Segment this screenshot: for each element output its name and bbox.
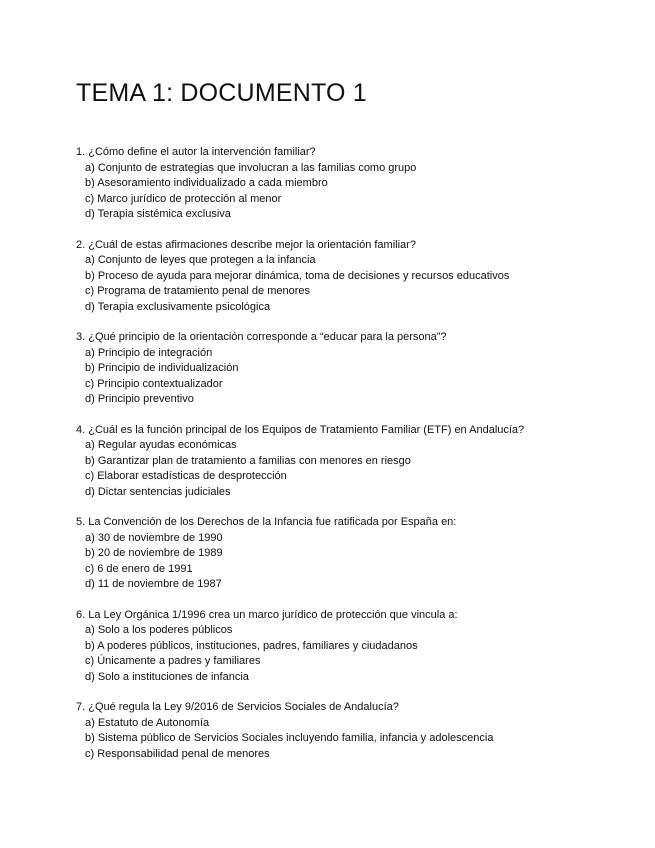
option-a: a) Conjunto de estrategias que involucran a las familias como grupo: [85, 161, 417, 174]
option-c: c) Responsabilidad penal de menores: [85, 747, 270, 760]
option-list: [76, 438, 636, 500]
option-b: b) Asesoramiento individualizado a cada miembro: [85, 177, 328, 189]
question-7: [76, 700, 636, 762]
option-c: c) Elaborar estadísticas de desprotección: [85, 470, 287, 482]
option-list: [76, 346, 636, 408]
option-a: a) Principio de integración: [85, 346, 213, 359]
question-2: [76, 238, 636, 316]
option-d: d) Principio preventivo: [85, 393, 194, 405]
option-b: b) Sistema público de Servicios Sociales incluyendo familia, infancia y adolescencia: [85, 732, 494, 744]
option-a: a) 30 de noviembre de 1990: [85, 531, 223, 544]
option-b: b) Proceso de ayuda para mejorar dinámica, toma de decisiones y recursos educativos: [85, 269, 510, 282]
option-list: [76, 161, 636, 223]
question-4: [76, 423, 636, 501]
option-a: a) Solo a los poderes públicos: [85, 624, 233, 636]
option-a: a) Conjunto de leyes que protegen a la infancia: [85, 254, 316, 266]
option-b: b) Garantizar plan de tratamiento a familias con menores en riesgo: [85, 454, 411, 467]
question-list: [76, 145, 636, 762]
option-list: [76, 531, 636, 593]
question-text: 1. ¿Cómo define el autor la intervención familiar?: [76, 146, 316, 158]
option-b: b) Principio de individualización: [85, 362, 239, 374]
question-1: [76, 145, 636, 223]
question-text: 3. ¿Qué principio de la orientación corresponde a “educar para la persona”?: [76, 331, 447, 343]
option-b: b) 20 de noviembre de 1989: [85, 547, 223, 559]
option-c: c) Principio contextualizador: [85, 377, 223, 390]
question-text: 6. La Ley Orgánica 1/1996 crea un marco jurídico de protección que vincula a:: [76, 608, 458, 621]
option-d: d) Solo a instituciones de infancia: [85, 670, 249, 683]
option-list: [76, 253, 636, 315]
option-d: d) Terapia exclusivamente psicológica: [85, 300, 271, 313]
option-c: c) Marco jurídico de protección al menor: [85, 192, 282, 205]
document-page: [76, 78, 636, 777]
option-c: c) Únicamente a padres y familiares: [85, 655, 261, 667]
option-d: d) 11 de noviembre de 1987: [85, 578, 222, 590]
option-b: b) A poderes públicos, instituciones, padres, familiares y ciudadanos: [85, 639, 418, 652]
option-d: d) Dictar sentencias judiciales: [85, 485, 231, 498]
question-3: [76, 330, 636, 408]
question-text: 2. ¿Cuál de estas afirmaciones describe mejor la orientación familiar?: [76, 238, 416, 251]
document-title: TEMA 1: DOCUMENTO 1: [76, 79, 367, 107]
option-c: c) Programa de tratamiento penal de menores: [85, 285, 311, 297]
question-5: [76, 515, 636, 593]
option-c: c) 6 de enero de 1991: [85, 562, 193, 575]
question-6: [76, 608, 636, 686]
option-list: [76, 623, 636, 685]
option-a: a) Regular ayudas económicas: [85, 439, 237, 451]
question-text: 4. ¿Cuál es la función principal de los Equipos de Tratamiento Familiar (ETF) en Andalucía?: [76, 423, 525, 436]
option-a: a) Estatuto de Autonomía: [85, 716, 210, 729]
question-text: 5. La Convención de los Derechos de la Infancia fue ratificada por España en:: [76, 516, 457, 528]
option-list: [76, 716, 636, 763]
option-d: d) Terapia sistémica exclusiva: [85, 208, 231, 220]
question-text: 7. ¿Qué regula la Ley 9/2016 de Servicios Sociales de Andalucía?: [76, 701, 399, 713]
